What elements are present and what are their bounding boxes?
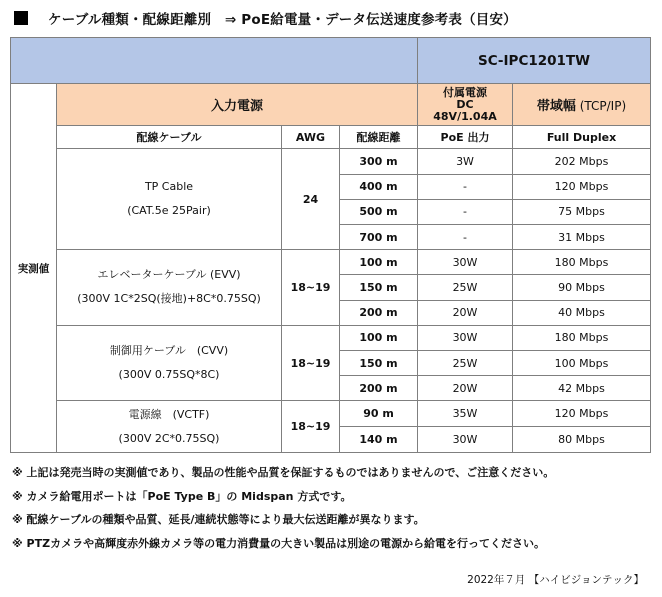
- bandwidth-protocol: (TCP/IP): [579, 99, 627, 114]
- poe-output-cell: 30W: [418, 250, 513, 275]
- distance-cell: 90 m: [340, 401, 418, 427]
- table-row: [11, 250, 651, 275]
- duplex-speed-cell: 202 Mbps: [513, 149, 651, 174]
- page-title: ケーブル種類・配線距離別 ⇒ PoE給電量・データ伝送速度参考表（目安）: [48, 12, 517, 28]
- col-header-awg: AWG: [282, 126, 340, 149]
- duplex-speed-cell: 120 Mbps: [513, 174, 651, 199]
- note-item: ※ カメラ給電用ポートは「PoE Type B」の Midspan 方式です。: [12, 489, 352, 503]
- poe-output-cell: 30W: [418, 325, 513, 350]
- poe-output-cell: -: [418, 174, 513, 199]
- title-bar: [14, 6, 517, 30]
- poe-output-cell: -: [418, 199, 513, 224]
- spec-table: [10, 37, 651, 453]
- col-header-cable: 配線ケーブル: [57, 126, 282, 149]
- duplex-speed-cell: 42 Mbps: [513, 376, 651, 401]
- cable-type-cell: [57, 401, 282, 453]
- table-row: [11, 401, 651, 427]
- poe-output-cell: 3W: [418, 149, 513, 174]
- awg-cell: 18~19: [282, 401, 340, 453]
- distance-cell: 140 m: [340, 427, 418, 453]
- poe-output-cell: 30W: [418, 427, 513, 453]
- duplex-speed-cell: 40 Mbps: [513, 300, 651, 325]
- note-item: ※ PTZカメラや高輝度赤外線カメラ等の電力消費量の大きい製品は別途の電源から給電を行ってください。: [12, 536, 546, 550]
- cable-type-name: 制御用ケーブル (CVV): [109, 344, 229, 358]
- cable-type-spec: (300V 0.75SQ*8C): [118, 368, 220, 382]
- model-header-blank: [11, 38, 418, 84]
- cable-type-cell: [57, 250, 282, 326]
- table-row: [11, 325, 651, 350]
- duplex-speed-cell: 120 Mbps: [513, 401, 651, 427]
- duplex-speed-cell: 180 Mbps: [513, 250, 651, 275]
- distance-cell: 700 m: [340, 224, 418, 249]
- cable-type-spec: (300V 1C*2SQ(接地)+8C*0.75SQ): [77, 292, 261, 306]
- model-header-row: [11, 38, 651, 84]
- poe-output-cell: 20W: [418, 376, 513, 401]
- duplex-speed-cell: 80 Mbps: [513, 427, 651, 453]
- supplied-power-header: [418, 84, 513, 126]
- col-header-poe: PoE 出力: [418, 126, 513, 149]
- model-name: SC-IPC1201TW: [418, 38, 651, 84]
- footer-date-company: 2022年７月 【ハイビジョンテック】: [467, 574, 644, 586]
- distance-cell: 150 m: [340, 350, 418, 375]
- duplex-speed-cell: 75 Mbps: [513, 199, 651, 224]
- supplied-power-line1: 付属電源: [443, 85, 487, 99]
- bandwidth-label: 帯域幅: [536, 99, 576, 115]
- cable-type-name: エレベーターケーブル (EVV): [97, 268, 241, 282]
- table-row: [11, 149, 651, 174]
- side-label-measured: 実測値: [11, 84, 57, 453]
- cable-type-cell: [57, 149, 282, 250]
- distance-cell: 300 m: [340, 149, 418, 174]
- duplex-speed-cell: 31 Mbps: [513, 224, 651, 249]
- distance-cell: 150 m: [340, 275, 418, 300]
- input-power-header: 入力電源: [57, 84, 418, 126]
- poe-output-cell: 35W: [418, 401, 513, 427]
- square-bullet-icon: [14, 11, 28, 25]
- power-header-row: [11, 84, 651, 126]
- distance-cell: 200 m: [340, 300, 418, 325]
- cable-type-name: TP Cable: [144, 180, 194, 194]
- poe-output-cell: -: [418, 224, 513, 249]
- duplex-speed-cell: 180 Mbps: [513, 325, 651, 350]
- bandwidth-header: [513, 84, 651, 126]
- awg-cell: 18~19: [282, 250, 340, 326]
- awg-cell: 18~19: [282, 325, 340, 401]
- awg-cell: 24: [282, 149, 340, 250]
- poe-output-cell: 25W: [418, 275, 513, 300]
- distance-cell: 100 m: [340, 250, 418, 275]
- poe-output-cell: 20W: [418, 300, 513, 325]
- cable-type-spec: (CAT.5e 25Pair): [127, 204, 211, 218]
- distance-cell: 100 m: [340, 325, 418, 350]
- duplex-speed-cell: 100 Mbps: [513, 350, 651, 375]
- cable-type-cell: [57, 325, 282, 401]
- distance-cell: 200 m: [340, 376, 418, 401]
- note-item: ※ 上記は発売当時の実測値であり、製品の性能や品質を保証するものではありませんので、ご注意ください。: [12, 466, 555, 479]
- cable-type-spec: (300V 2C*0.75SQ): [118, 431, 220, 445]
- cable-type-name: 電源線 (VCTF): [128, 407, 210, 421]
- supplied-power-line2: DC: [456, 97, 474, 111]
- column-header-row: [11, 126, 651, 149]
- distance-cell: 400 m: [340, 174, 418, 199]
- col-header-distance: 配線距離: [340, 126, 418, 149]
- poe-output-cell: 25W: [418, 350, 513, 375]
- duplex-speed-cell: 90 Mbps: [513, 275, 651, 300]
- col-header-duplex: Full Duplex: [513, 126, 651, 149]
- distance-cell: 500 m: [340, 199, 418, 224]
- note-item: ※ 配線ケーブルの種類や品質、延長/連続状態等により最大伝送距離が異なります。: [12, 513, 425, 526]
- notes-section: [12, 461, 554, 555]
- supplied-power-line3: 48V/1.04A: [433, 109, 497, 123]
